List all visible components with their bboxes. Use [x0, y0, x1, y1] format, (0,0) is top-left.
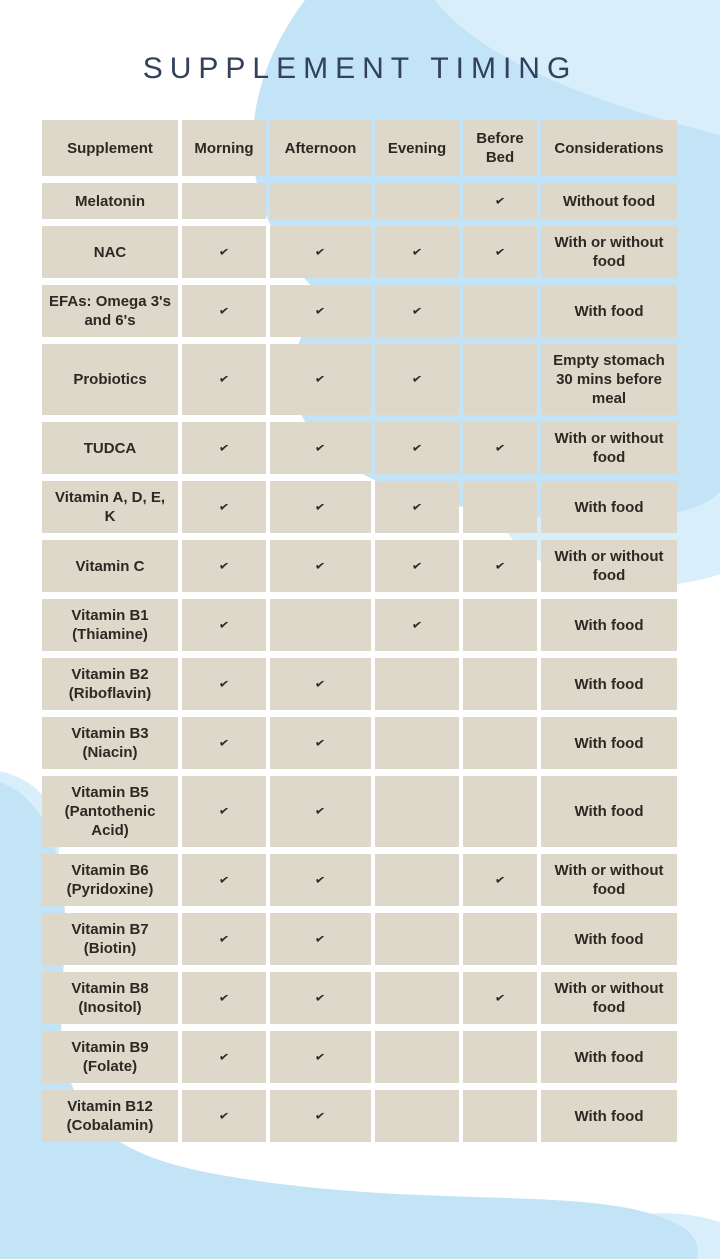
evening-check-cell	[375, 1031, 459, 1083]
considerations-cell: With food	[541, 1090, 677, 1142]
before-bed-check-cell	[463, 285, 537, 337]
checkmark-icon: ✔	[314, 371, 327, 387]
checkmark-icon: ✔	[494, 557, 507, 574]
checkmark-icon: ✔	[218, 439, 231, 456]
afternoon-check-cell	[270, 540, 371, 592]
supplement-name-cell: Vitamin B7 (Biotin)	[42, 913, 178, 965]
checkmark-icon: ✔	[218, 734, 231, 751]
checkmark-icon: ✔	[411, 439, 424, 456]
before-bed-check-cell	[463, 1090, 537, 1142]
supplement-name-cell: Vitamin B2 (Riboflavin)	[42, 658, 178, 710]
checkmark-icon: ✔	[314, 871, 327, 888]
header-cell-considerations: Considerations	[541, 120, 677, 176]
evening-check-cell	[375, 599, 459, 651]
before-bed-check-cell	[463, 854, 537, 906]
considerations-cell: With food	[541, 285, 677, 337]
morning-check-cell	[182, 422, 266, 474]
considerations-cell: With or without food	[541, 972, 677, 1024]
supplement-name-cell: EFAs: Omega 3's and 6's	[42, 285, 178, 337]
before-bed-check-cell	[463, 972, 537, 1024]
checkmark-icon: ✔	[314, 803, 327, 819]
checkmark-icon: ✔	[218, 557, 231, 574]
evening-check-cell	[375, 776, 459, 847]
afternoon-check-cell	[270, 183, 371, 219]
before-bed-check-cell	[463, 540, 537, 592]
morning-check-cell	[182, 717, 266, 769]
before-bed-check-cell	[463, 913, 537, 965]
before-bed-check-cell	[463, 776, 537, 847]
morning-check-cell	[182, 658, 266, 710]
header-cell-morning: Morning	[182, 120, 266, 176]
supplement-name-cell: Vitamin B12 (Cobalamin)	[42, 1090, 178, 1142]
afternoon-check-cell	[270, 1090, 371, 1142]
header-cell-afternoon: Afternoon	[270, 120, 371, 176]
evening-check-cell	[375, 183, 459, 219]
considerations-cell: With food	[541, 481, 677, 533]
before-bed-check-cell	[463, 658, 537, 710]
evening-check-cell	[375, 913, 459, 965]
supplement-name-cell: Vitamin B5 (Pantothenic Acid)	[42, 776, 178, 847]
morning-check-cell	[182, 285, 266, 337]
afternoon-check-cell	[270, 776, 371, 847]
morning-check-cell	[182, 344, 266, 415]
considerations-cell: With or without food	[541, 226, 677, 278]
afternoon-check-cell	[270, 658, 371, 710]
afternoon-check-cell	[270, 913, 371, 965]
checkmark-icon: ✔	[218, 803, 231, 819]
evening-check-cell	[375, 226, 459, 278]
checkmark-icon: ✔	[314, 930, 327, 947]
checkmark-icon: ✔	[411, 302, 424, 319]
before-bed-check-cell	[463, 226, 537, 278]
supplement-name-cell: Probiotics	[42, 344, 178, 415]
checkmark-icon: ✔	[218, 371, 231, 387]
supplement-name-cell: Vitamin B9 (Folate)	[42, 1031, 178, 1083]
checkmark-icon: ✔	[494, 871, 507, 888]
checkmark-icon: ✔	[314, 1048, 327, 1065]
afternoon-check-cell	[270, 1031, 371, 1083]
before-bed-check-cell	[463, 422, 537, 474]
afternoon-check-cell	[270, 854, 371, 906]
checkmark-icon: ✔	[218, 498, 231, 515]
morning-check-cell	[182, 972, 266, 1024]
header-cell-evening: Evening	[375, 120, 459, 176]
supplement-name-cell: TUDCA	[42, 422, 178, 474]
morning-check-cell	[182, 913, 266, 965]
supplement-name-cell: NAC	[42, 226, 178, 278]
supplement-name-cell: Melatonin	[42, 183, 178, 219]
evening-check-cell	[375, 854, 459, 906]
supplement-name-cell: Vitamin C	[42, 540, 178, 592]
considerations-cell: With food	[541, 717, 677, 769]
checkmark-icon: ✔	[314, 675, 327, 692]
evening-check-cell	[375, 344, 459, 415]
checkmark-icon: ✔	[218, 243, 231, 260]
considerations-cell: With food	[541, 776, 677, 847]
checkmark-icon: ✔	[314, 557, 327, 574]
before-bed-check-cell	[463, 599, 537, 651]
morning-check-cell	[182, 1031, 266, 1083]
supplement-name-cell: Vitamin B1 (Thiamine)	[42, 599, 178, 651]
checkmark-icon: ✔	[314, 302, 327, 319]
afternoon-check-cell	[270, 422, 371, 474]
morning-check-cell	[182, 183, 266, 219]
checkmark-icon: ✔	[218, 1107, 231, 1124]
considerations-cell: With food	[541, 913, 677, 965]
header-cell-before-bed: Before Bed	[463, 120, 537, 176]
evening-check-cell	[375, 972, 459, 1024]
supplement-name-cell: Vitamin B8 (Inositol)	[42, 972, 178, 1024]
afternoon-check-cell	[270, 599, 371, 651]
checkmark-icon: ✔	[218, 616, 231, 633]
page-title: SUPPLEMENT TIMING	[142, 52, 578, 85]
checkmark-icon: ✔	[314, 734, 327, 751]
morning-check-cell	[182, 854, 266, 906]
evening-check-cell	[375, 481, 459, 533]
checkmark-icon: ✔	[314, 989, 327, 1006]
checkmark-icon: ✔	[218, 871, 231, 888]
before-bed-check-cell	[463, 344, 537, 415]
checkmark-icon: ✔	[218, 989, 231, 1006]
morning-check-cell	[182, 481, 266, 533]
considerations-cell: With food	[541, 599, 677, 651]
considerations-cell: With or without food	[541, 540, 677, 592]
checkmark-icon: ✔	[314, 243, 327, 260]
considerations-cell: Empty stomach 30 mins before meal	[541, 344, 677, 415]
supplement-name-cell: Vitamin B3 (Niacin)	[42, 717, 178, 769]
checkmark-icon: ✔	[494, 439, 507, 456]
checkmark-icon: ✔	[314, 1107, 327, 1124]
considerations-cell: Without food	[541, 183, 677, 219]
checkmark-icon: ✔	[411, 498, 424, 515]
afternoon-check-cell	[270, 972, 371, 1024]
afternoon-check-cell	[270, 717, 371, 769]
morning-check-cell	[182, 776, 266, 847]
checkmark-icon: ✔	[411, 243, 424, 260]
checkmark-icon: ✔	[218, 930, 231, 947]
considerations-cell: With food	[541, 1031, 677, 1083]
supplement-name-cell: Vitamin A, D, E, K	[42, 481, 178, 533]
checkmark-icon: ✔	[411, 371, 424, 387]
afternoon-check-cell	[270, 344, 371, 415]
evening-check-cell	[375, 540, 459, 592]
checkmark-icon: ✔	[218, 675, 231, 692]
checkmark-icon: ✔	[494, 192, 507, 209]
evening-check-cell	[375, 717, 459, 769]
supplement-name-cell: Vitamin B6 (Pyridoxine)	[42, 854, 178, 906]
afternoon-check-cell	[270, 285, 371, 337]
before-bed-check-cell	[463, 717, 537, 769]
checkmark-icon: ✔	[218, 302, 231, 319]
evening-check-cell	[375, 285, 459, 337]
checkmark-icon: ✔	[494, 243, 507, 260]
afternoon-check-cell	[270, 226, 371, 278]
checkmark-icon: ✔	[411, 616, 424, 633]
considerations-cell: With food	[541, 658, 677, 710]
checkmark-icon: ✔	[411, 557, 424, 574]
before-bed-check-cell	[463, 1031, 537, 1083]
checkmark-icon: ✔	[218, 1048, 231, 1065]
morning-check-cell	[182, 1090, 266, 1142]
supplement-table	[42, 120, 677, 1142]
checkmark-icon: ✔	[494, 989, 507, 1006]
before-bed-check-cell	[463, 183, 537, 219]
checkmark-icon: ✔	[314, 498, 327, 515]
afternoon-check-cell	[270, 481, 371, 533]
checkmark-icon: ✔	[314, 439, 327, 456]
morning-check-cell	[182, 540, 266, 592]
evening-check-cell	[375, 1090, 459, 1142]
considerations-cell: With or without food	[541, 422, 677, 474]
morning-check-cell	[182, 226, 266, 278]
considerations-cell: With or without food	[541, 854, 677, 906]
evening-check-cell	[375, 658, 459, 710]
morning-check-cell	[182, 599, 266, 651]
header-cell-supplement: Supplement	[42, 120, 178, 176]
evening-check-cell	[375, 422, 459, 474]
before-bed-check-cell	[463, 481, 537, 533]
